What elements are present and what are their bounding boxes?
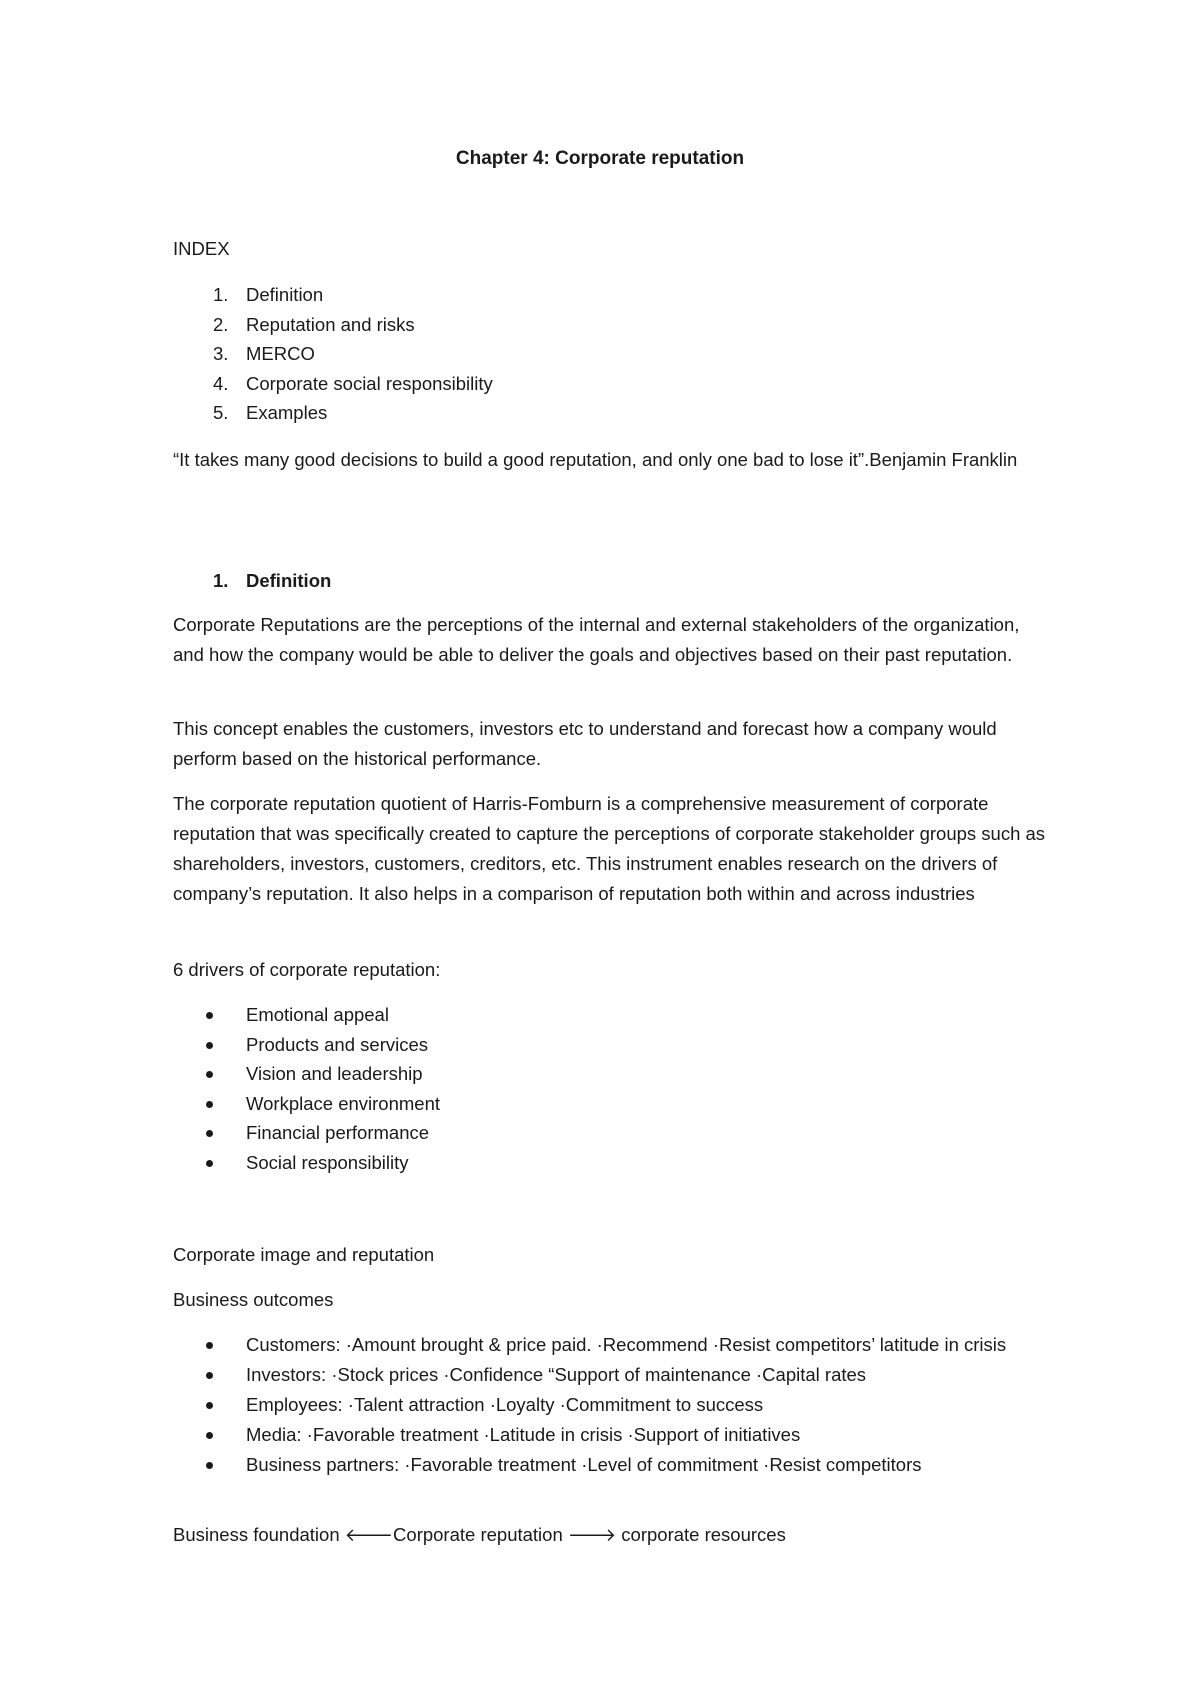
list-item [173,1000,1053,1030]
item-label: Corporate social responsibility [246,372,493,394]
item-number: 1. [213,284,229,305]
list-item [173,280,493,310]
item-label: Investors: ·Stock prices ·Confidence “Support of maintenance ·Capital rates [246,1364,867,1385]
list-item [173,1148,1053,1178]
drivers-intro: 6 drivers of corporate reputation: [173,959,441,980]
item-label: Definition [246,284,324,305]
list-item [173,1420,1053,1450]
foundation-left: Business foundation [173,1524,345,1545]
list-item [173,398,493,428]
bullet-icon [206,1130,213,1137]
item-number: 3. [213,343,229,364]
list-item [173,1118,1053,1148]
item-label: Reputation and risks [246,313,415,335]
list-item [173,339,493,369]
item-label: Business partners: ·Favorable treatment ·Level of commitment ·Resist competitors [246,1454,922,1475]
item-label: MERCO [246,343,315,364]
foundation-line [173,1520,1053,1551]
list-item [173,1390,1053,1420]
item-label: Social responsibility [246,1151,409,1173]
paragraph: This concept enables the customers, investors etc to understand and forecast how a company would perform based on the historical performance. [173,718,997,769]
item-label: Products and services [246,1033,429,1055]
subheading: Corporate image and reputation [173,1244,435,1265]
item-number: 2. [213,313,229,335]
list-item [173,1030,1053,1060]
foundation-right: corporate resources [616,1524,786,1545]
quote: “It takes many good decisions to build a good reputation, and only one bad to lose it”.Benjamin Franklin [173,449,1018,470]
list-item [173,1360,1053,1390]
section-title: Definition [246,570,332,591]
bullet-icon [206,1160,213,1167]
page-title: Chapter 4: Corporate reputation [455,148,745,169]
item-label: Workplace environment [246,1092,440,1114]
list-item [173,310,493,340]
item-label: Employees: ·Talent attraction ·Loyalty ·Commitment to success [246,1394,764,1415]
item-label: Examples [246,402,328,423]
item-label: Vision and leadership [246,1063,423,1084]
paragraph: The corporate reputation quotient of Harris-Fomburn is a comprehensive measurement of corporate reputation that was specifically created to capture the perceptions of corporate stakeholder groups such as shareholders, investors, customers, creditors, etc. This instrument enables research on the drivers of company’s reputation. It also helps in a comparison of reputation both within and across industries [173,793,1046,904]
bullet-icon [206,1462,213,1469]
bullet-icon [206,1432,213,1439]
list-item [173,1330,1053,1360]
section-heading [213,566,332,596]
subheading: Business outcomes [173,1289,334,1310]
bullet-icon [206,1372,213,1379]
bullet-icon [206,1101,213,1108]
item-number: 5. [213,402,229,423]
foundation-middle: Corporate reputation [393,1524,568,1545]
drivers-list [173,1000,1053,1177]
item-label: Emotional appeal [246,1004,389,1025]
item-label: Media: ·Favorable treatment ·Latitude in crisis ·Support of initiatives [246,1424,801,1445]
outcomes-list [173,1330,1053,1480]
paragraph: Corporate Reputations are the perceptions of the internal and external stakeholders of the organization, and how the company would be able to deliver the goals and objectives based on their past reputation. [173,614,1020,665]
bullet-icon [206,1071,213,1078]
bullet-icon [206,1402,213,1409]
item-number: 4. [213,372,229,394]
list-item [173,1089,1053,1119]
section-number: 1. [213,570,229,591]
arrow-left-icon: 🡐 [344,1525,394,1546]
list-item [173,1059,1053,1089]
list-item [173,369,493,399]
bullet-icon [206,1012,213,1019]
arrow-right-icon: 🡒 [567,1525,617,1546]
bullet-icon [206,1342,213,1349]
index-label: INDEX [173,238,230,259]
list-item [173,1450,1053,1480]
item-label: Financial performance [246,1122,430,1143]
item-label: Customers: ·Amount brought & price paid. ·Recommend ·Resist competitors’ latitude in crisis [246,1334,1007,1355]
index-list [173,280,493,428]
bullet-icon [206,1042,213,1049]
